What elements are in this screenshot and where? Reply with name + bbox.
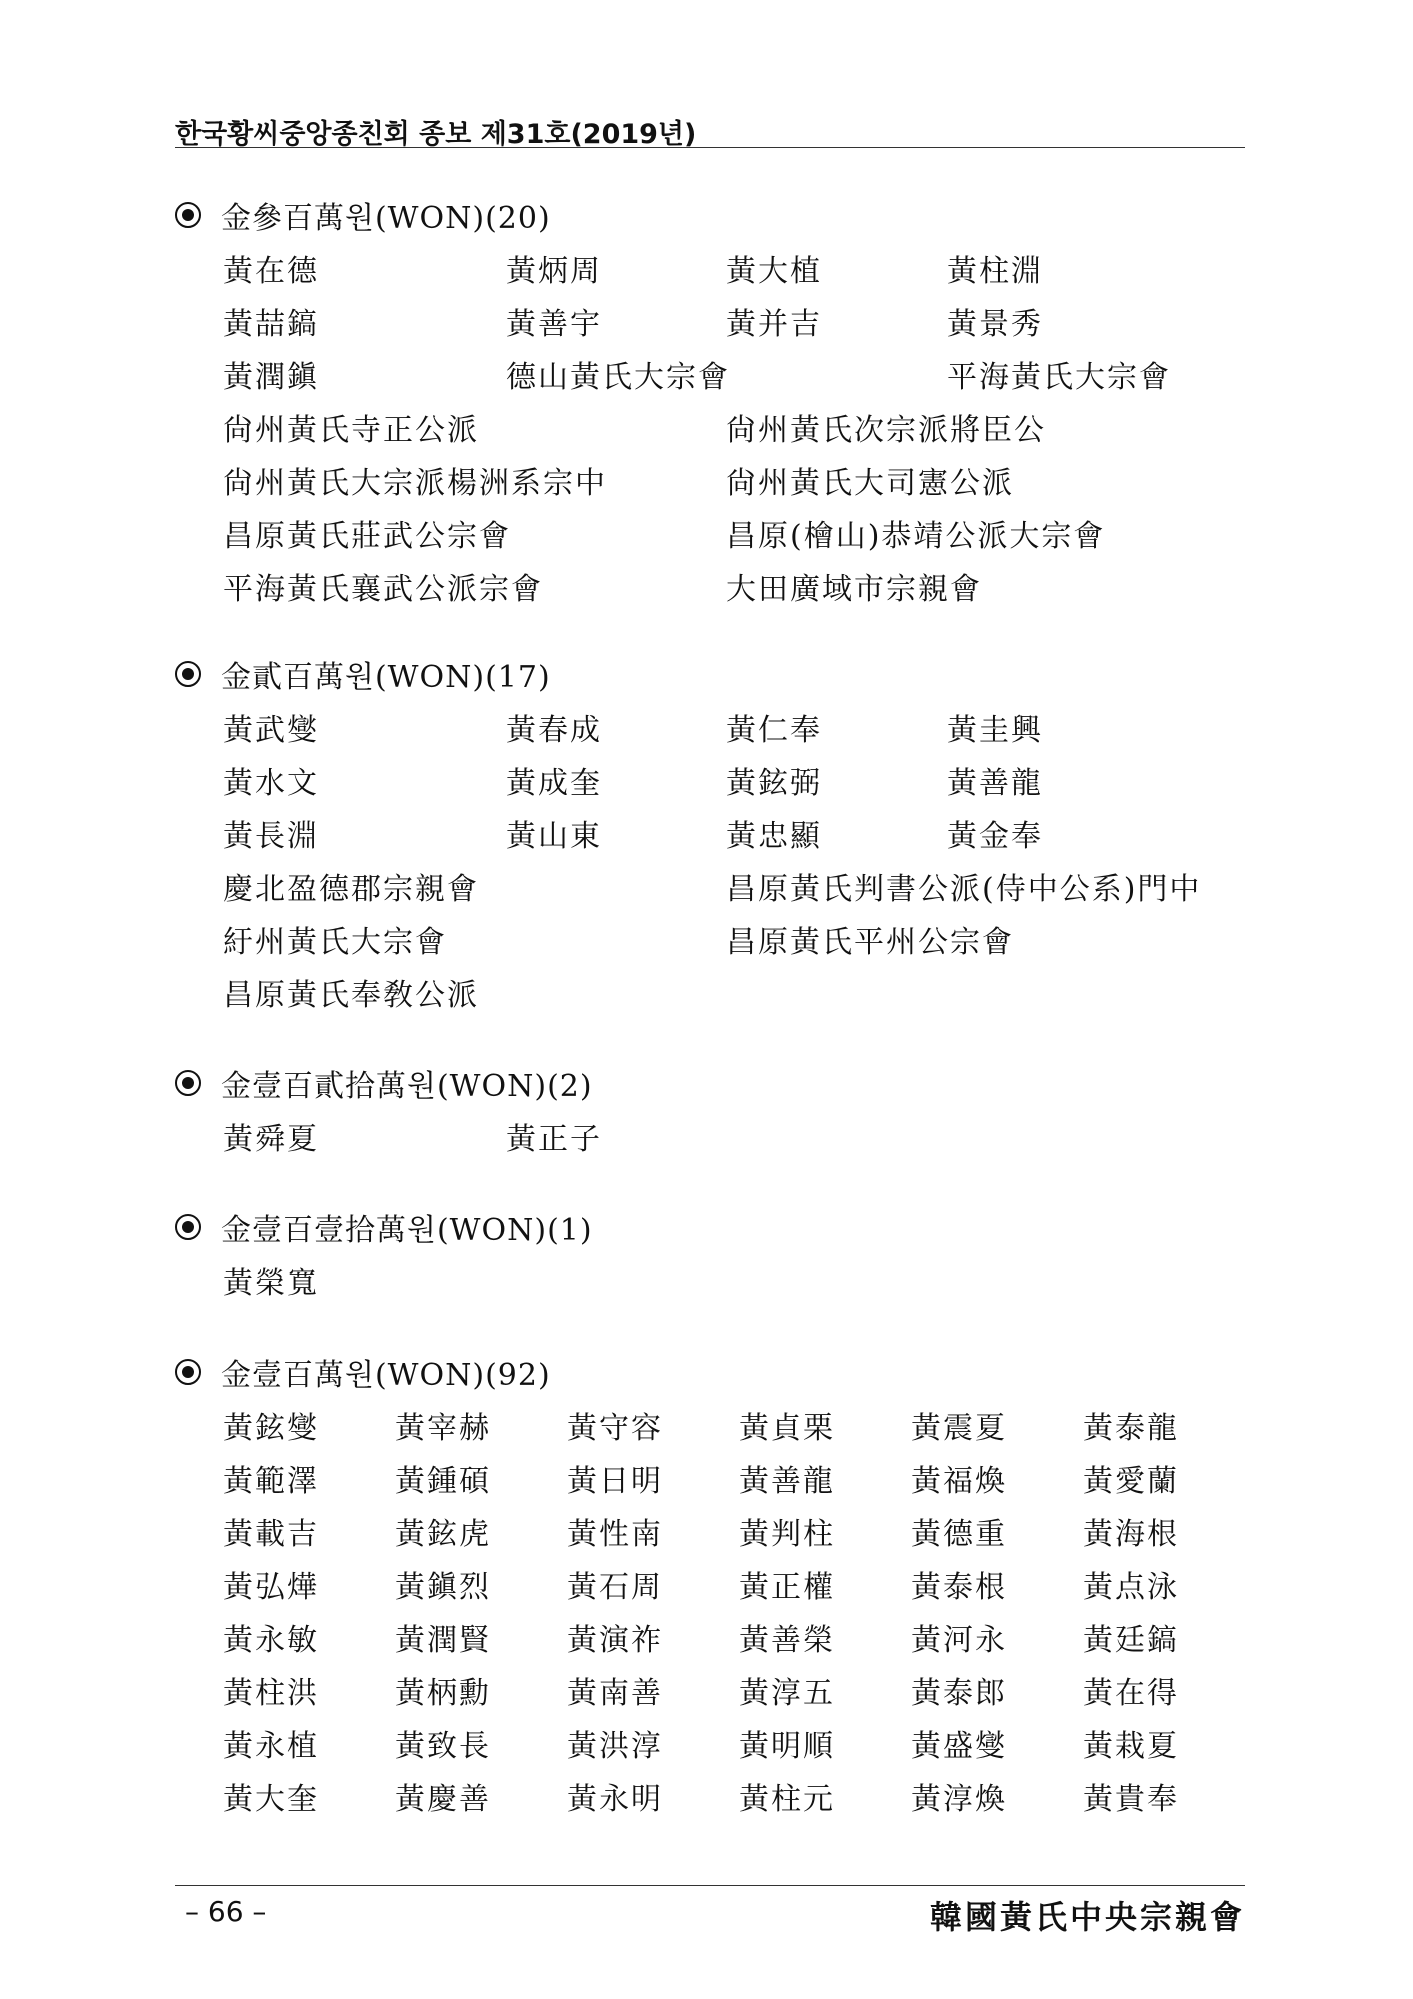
donor-row — [223, 753, 1255, 806]
donor-name: 昌原黃氏莊武公宗會 — [223, 518, 511, 554]
donor-name: 黃并吉 — [726, 306, 822, 342]
footer-rule — [175, 1885, 1245, 1886]
donor-name: 黃泰根 — [911, 1569, 1007, 1605]
donor-name: 黃範澤 — [223, 1463, 319, 1499]
donor-name: 黃宰赫 — [395, 1410, 491, 1446]
donor-name: 黃柄勳 — [395, 1675, 491, 1711]
section-title: 金壹百壹拾萬원(WON)(1) — [221, 1212, 593, 1248]
donor-name: 黃榮寬 — [223, 1265, 319, 1301]
donor-name: 昌原(檜山)恭靖公派大宗會 — [726, 518, 1106, 554]
donor-name: 黃鉉虎 — [395, 1516, 491, 1552]
donor-name: 黃点泳 — [1083, 1569, 1179, 1605]
section-heading — [175, 1056, 1255, 1109]
donor-name: 黃愛蘭 — [1083, 1463, 1179, 1499]
section-heading — [175, 1200, 1255, 1253]
donor-name: 黃明順 — [739, 1728, 835, 1764]
donor-name: 黃大植 — [726, 253, 822, 289]
donor-row — [223, 347, 1255, 400]
organization-logo-text: 韓國黃氏中央宗親會 — [929, 1898, 1245, 1936]
donor-name: 黃成奎 — [506, 765, 602, 801]
donor-name: 黃善榮 — [739, 1622, 835, 1658]
donor-name: 黃水文 — [223, 765, 319, 801]
donor-row — [223, 559, 1255, 612]
donor-name: 黃淳煥 — [911, 1781, 1007, 1817]
donor-row — [223, 859, 1255, 912]
donor-name: 黃河永 — [911, 1622, 1007, 1658]
donor-name: 黃判柱 — [739, 1516, 835, 1552]
donor-name: 黃永明 — [567, 1781, 663, 1817]
donor-row — [223, 1253, 1255, 1306]
bullet-icon — [175, 661, 201, 687]
donor-row — [223, 700, 1255, 753]
donor-name: 黃鉉燮 — [223, 1410, 319, 1446]
donor-name: 黃鍾碩 — [395, 1463, 491, 1499]
donor-name: 平海黃氏大宗會 — [947, 359, 1171, 395]
donor-name: 黃泰龍 — [1083, 1410, 1179, 1446]
donor-name: 黃大奎 — [223, 1781, 319, 1817]
donor-name: 黃善宇 — [506, 306, 602, 342]
donor-name: 黃守容 — [567, 1410, 663, 1446]
donor-name: 黃春成 — [506, 712, 602, 748]
donor-name: 黃貴奉 — [1083, 1781, 1179, 1817]
donor-name: 黃貞栗 — [739, 1410, 835, 1446]
donor-name: 黃仁奉 — [726, 712, 822, 748]
donation-section — [175, 188, 1255, 612]
donor-name: 平海黃氏襄武公派宗會 — [223, 571, 543, 607]
donor-name: 慶北盈德郡宗親會 — [223, 871, 479, 907]
donor-row — [223, 241, 1255, 294]
donor-row — [223, 1610, 1255, 1663]
donor-name: 黃柱元 — [739, 1781, 835, 1817]
page-header-title: 한국황씨중앙종친회 종보 제31호(2019년) — [175, 119, 697, 150]
donor-row — [223, 1663, 1255, 1716]
donor-name: 尙州黃氏次宗派將臣公 — [726, 412, 1046, 448]
donor-name: 黃鉉弼 — [726, 765, 822, 801]
donor-row — [223, 1398, 1255, 1451]
donor-name: 黃演祚 — [567, 1622, 663, 1658]
donor-name: 尙州黃氏大宗派楊洲系宗中 — [223, 465, 607, 501]
donor-row — [223, 1451, 1255, 1504]
donor-name: 黃永敏 — [223, 1622, 319, 1658]
donor-row — [223, 1504, 1255, 1557]
bullet-icon — [175, 1214, 201, 1240]
donor-name: 黃圭興 — [947, 712, 1043, 748]
donor-name: 黃金奉 — [947, 818, 1043, 854]
donor-name: 黃山東 — [506, 818, 602, 854]
donor-name: 昌原黃氏奉敎公派 — [223, 977, 479, 1013]
donation-section — [175, 1056, 1255, 1162]
donor-name: 黃在得 — [1083, 1675, 1179, 1711]
donor-row — [223, 506, 1255, 559]
section-heading — [175, 188, 1255, 241]
section-title: 金貳百萬원(WON)(17) — [221, 659, 551, 695]
donor-row — [223, 1769, 1255, 1822]
donation-section — [175, 647, 1255, 1018]
donor-name: 黃弘燁 — [223, 1569, 319, 1605]
donor-row — [223, 400, 1255, 453]
donor-name: 黃炳周 — [506, 253, 602, 289]
donor-name: 黃盛燮 — [911, 1728, 1007, 1764]
donor-name: 黃正子 — [506, 1121, 602, 1157]
donor-row — [223, 912, 1255, 965]
donor-name: 黃鎭烈 — [395, 1569, 491, 1605]
donor-name: 尙州黃氏寺正公派 — [223, 412, 479, 448]
header-rule — [175, 147, 1245, 148]
donor-name: 黃致長 — [395, 1728, 491, 1764]
donation-section — [175, 1200, 1255, 1306]
donor-name: 黃喆鎬 — [223, 306, 319, 342]
donor-name: 昌原黃氏平州公宗會 — [726, 924, 1014, 960]
donor-name: 黃栽夏 — [1083, 1728, 1179, 1764]
donor-name: 黃柱淵 — [947, 253, 1043, 289]
donor-name: 黃載吉 — [223, 1516, 319, 1552]
donor-row — [223, 1109, 1255, 1162]
donor-name: 黃性南 — [567, 1516, 663, 1552]
donor-name: 黃洪淳 — [567, 1728, 663, 1764]
donor-name: 黃慶善 — [395, 1781, 491, 1817]
donor-name: 黃長淵 — [223, 818, 319, 854]
donor-row — [223, 965, 1255, 1018]
section-title: 金壹百貳拾萬원(WON)(2) — [221, 1068, 593, 1104]
donor-name: 黃柱洪 — [223, 1675, 319, 1711]
donor-row — [223, 1557, 1255, 1610]
donor-name: 黃潤鎭 — [223, 359, 319, 395]
section-heading — [175, 1345, 1255, 1398]
donor-name: 黃善龍 — [739, 1463, 835, 1499]
donor-name: 黃日明 — [567, 1463, 663, 1499]
donor-name: 黃淳五 — [739, 1675, 835, 1711]
bullet-icon — [175, 1070, 201, 1096]
bullet-icon — [175, 1359, 201, 1385]
donor-name: 尙州黃氏大司憲公派 — [726, 465, 1014, 501]
donor-name: 黃泰郎 — [911, 1675, 1007, 1711]
bullet-icon — [175, 202, 201, 228]
donor-name: 昌原黃氏判書公派(侍中公系)門中 — [726, 871, 1202, 907]
donor-name: 紆州黃氏大宗會 — [223, 924, 447, 960]
donor-name: 黃永植 — [223, 1728, 319, 1764]
donor-name: 黃潤賢 — [395, 1622, 491, 1658]
section-title: 金參百萬원(WON)(20) — [221, 200, 551, 236]
section-heading — [175, 647, 1255, 700]
donor-row — [223, 1716, 1255, 1769]
donation-section — [175, 1345, 1255, 1822]
donor-name: 大田廣域市宗親會 — [726, 571, 982, 607]
donor-row — [223, 806, 1255, 859]
donor-row — [223, 453, 1255, 506]
donor-name: 黃石周 — [567, 1569, 663, 1605]
donor-name: 黃廷鎬 — [1083, 1622, 1179, 1658]
donor-name: 黃忠顯 — [726, 818, 822, 854]
donor-row — [223, 294, 1255, 347]
donor-name: 黃海根 — [1083, 1516, 1179, 1552]
donor-name: 德山黃氏大宗會 — [506, 359, 730, 395]
donor-name: 黃在德 — [223, 253, 319, 289]
donor-name: 黃景秀 — [947, 306, 1043, 342]
donor-name: 黃福煥 — [911, 1463, 1007, 1499]
donor-name: 黃善龍 — [947, 765, 1043, 801]
donor-name: 黃正權 — [739, 1569, 835, 1605]
page-number: – 66 – — [185, 1895, 267, 1928]
donor-name: 黃南善 — [567, 1675, 663, 1711]
section-title: 金壹百萬원(WON)(92) — [221, 1357, 551, 1393]
donor-name: 黃德重 — [911, 1516, 1007, 1552]
donor-name: 黃武燮 — [223, 712, 319, 748]
donor-name: 黃震夏 — [911, 1410, 1007, 1446]
donor-name: 黃舜夏 — [223, 1121, 319, 1157]
